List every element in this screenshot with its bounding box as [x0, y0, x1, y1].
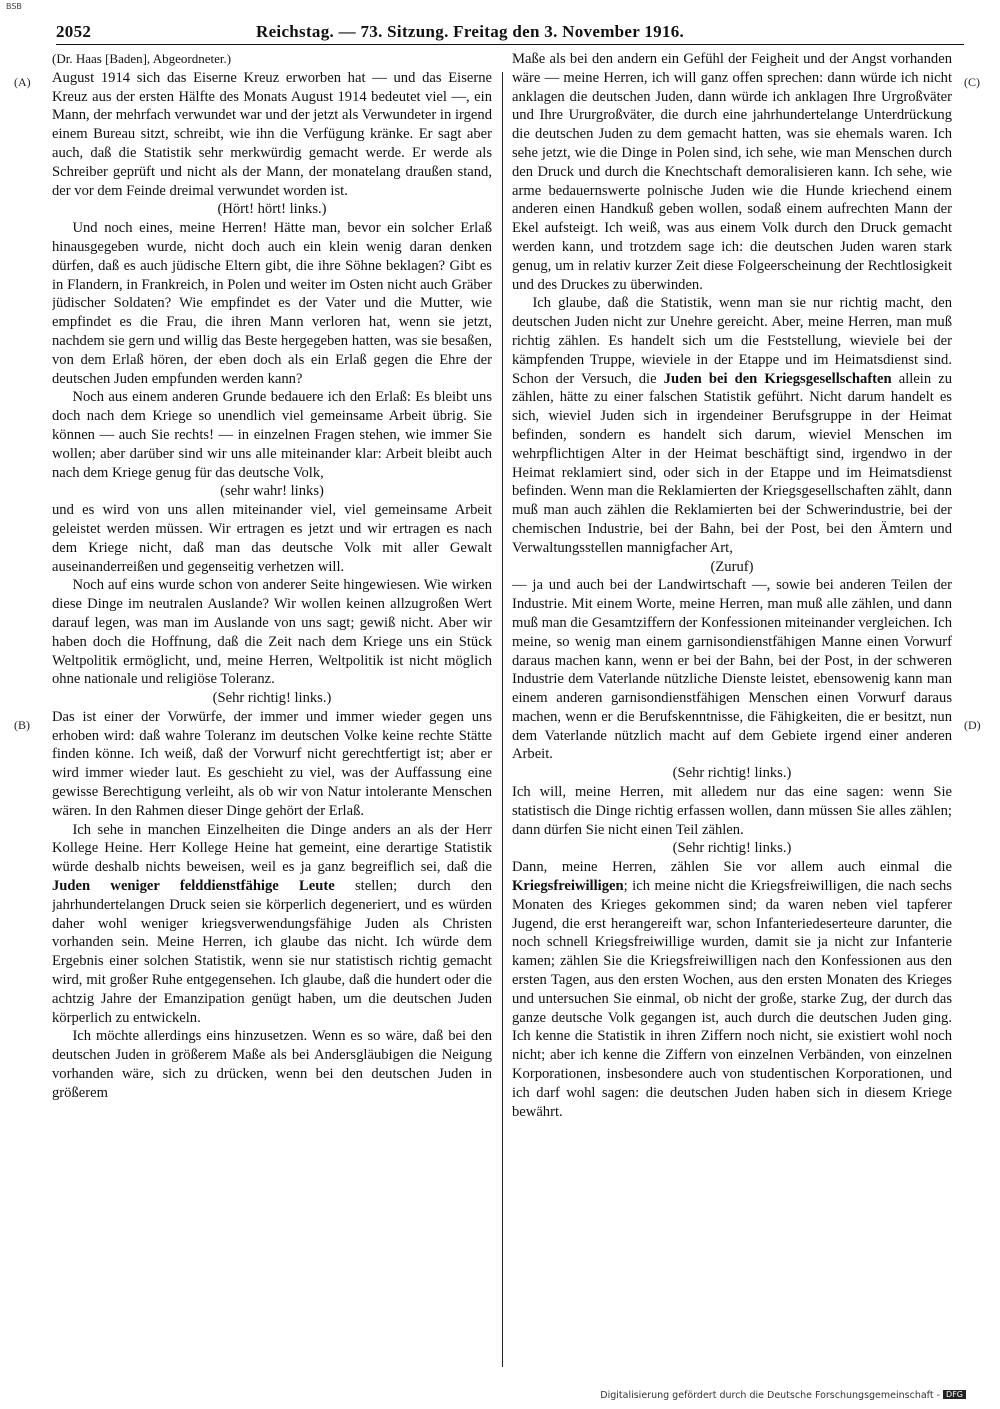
text-run: stellen; durch den jahrhundertelangen Druck seien sie körperlich degeneriert, und es würden daher wohl weniger kriegsverwendungsfähige Juden als Christen vorhanden sein. Meine Herren, ich glaube das nicht. Ich würde dem Ergebnis einer solchen Statistik, wenn sie nur statistisch richtig gemacht wird, mit großer Ruhe entgegensehen. Ich glaube, daß die hundert oder die achtzig Jahre der Emanzipation genügt haben, um die deutschen Juden körperlich zu entwickeln.: [52, 878, 492, 1026]
footer-credit: [600, 1390, 966, 1401]
interjection: (Sehr richtig! links.): [212, 690, 332, 707]
interjection: (Sehr richtig! links.): [672, 840, 792, 857]
dfg-logo: DFG: [943, 1390, 966, 1399]
margin-marker-b: (B): [14, 718, 30, 732]
left-column: [52, 50, 492, 1375]
bold-emphasis: Juden weniger felddienstfähige Leute: [52, 878, 335, 895]
paragraph: Und noch eines, meine Herren! Hätte man, bevor ein solcher Erlaß hinausgegeben wurde, nicht doch auch ein klein wenig daran denken dürfen, daß es auch jüdische Eltern gibt, die ihre Söhne beklagen? Gibt es in Flandern, in Frankreich, in Polen und weiter im Osten nicht auch Gräber jüdischer Soldaten? Wie empfindet es der Vater und die Mutter, wie empfindet es die Frau, die ihren Mann verloren hat, wenn sie jetzt, nachdem sie gern und willig das Beste hergegeben hatten, was sie besaßen, von dem Erlaß hören, der eben doch als ein Erlaß gegen die Ehre der deutschen Juden empfunden werden kann?: [52, 220, 492, 387]
right-column: [512, 50, 952, 1375]
text-run: allein zu zählen, hätte zu einer falschen Statistik geführt. Nicht darum handelt es sich, wieviel Juden sich in irgendeiner Berufsgruppe in der Heimat befinden, sondern es handelt sich darum, wieviel Menschen im wehrpflichtigen Alter in der Heimat beschäftigt sind, irgendwo in der Heimat reklamiert sind, oder sich in der Etappe und im Heimatsdienst befinden. Wenn man die Reklamierten der Kriegsgesellschaften zählt, dann muß man auch zählen die Reklamierten bei der Schwerindustrie, bei der chemischen Industrie, bei der Bahn, bei der Post, bei den Ämtern und Verwaltungsstellen mannigfacher Art,: [512, 370, 952, 556]
margin-marker-a: (A): [14, 75, 31, 89]
interjection: (sehr wahr! links): [220, 483, 324, 500]
paragraph: Noch auf eins wurde schon von anderer Seite hingewiesen. Wie wirken diese Dinge im neutralen Auslande? Wir wollen keinen allzugroßen Wert darauf legen, was man im Auslande von uns sagt; gewiß nicht. Aber wir haben doch die Hoffnung, daß die Zeit nach dem Kriege uns ein Stück Weltpolitik ermöglicht, und, meine Herren, Weltpolitik ist nicht möglich ohne nationale und religiöse Toleranz.: [52, 577, 492, 688]
paragraph: Ich möchte allerdings eins hinzusetzen. Wenn es so wäre, daß bei den deutschen Juden in größerem Maße als bei Andersgläubigen die Neigung vorhanden wäre, sich zu drücken, wenn bei den deutschen Juden in größerem: [52, 1028, 492, 1101]
paragraph: Das ist einer der Vorwürfe, der immer und immer wieder gegen uns erhoben wird: daß wahre Toleranz im deutschen Volke keine rechte Stätte finden könne. Ich weiß, daß der Vorwurf nicht gerechtfertigt ist; aber er wird immer wieder laut. Es geschieht zu viel, was der Auffassung eine gewisse Berechtigung verleiht, als ob wir von Natur intolerante Menschen wären. In den Rahmen dieser Dinge gehört der Erlaß.: [52, 708, 492, 819]
bold-emphasis: Juden bei den Kriegsgesellschaften: [663, 370, 892, 387]
paragraph: August 1914 sich das Eiserne Kreuz erworben hat — und das Eiserne Kreuz aus der ersten Hälfte des Monats August 1914 bedeutet viel —, ein Mann, der mehrfach verwundet war und der jetzt als Verwundeter in irgend einem Bureau sitzt, schreibt, wie ihn die Verfügung kränke. Er sagt aber auch, daß die Statistik sehr merkwürdig gemacht werde. Er werde als Schreiber geprüft und nicht als der Mann, der monatelang draußen stand, der vor dem Feinde dreimal verwundet worden ist.: [52, 69, 492, 199]
interjection: (Sehr richtig! links.): [672, 765, 792, 782]
paragraph: [512, 294, 952, 557]
text-run: Dann, meine Herren, zählen Sie vor allem auch einmal die: [512, 859, 952, 876]
column-divider: [502, 72, 503, 1367]
text-run: ; ich meine nicht die Kriegsfreiwilligen, die nach sechs Monaten des Krieges gekommen sind; da waren neben viel tapferer Jugend, die erst herangereift war, schon Infanteriedeserteure darunter, die noch schnell Kriegsfreiwillige wurden, damit sie ja nicht zur Infanterie kamen; zählen Sie die Kriegsfreiwilligen nach den Konfessionen aus den ersten Tagen, aus den ersten Wochen, aus den ersten Monaten des Krieges und untersuchen Sie einmal, ob nicht der große, starke Zug, der durch das ganze deutsche Volk gegangen ist, auch durch die deutschen Juden ging. Ich kenne die Statistik in ihren Ziffern noch nicht, sie existiert wohl noch nicht; aber ich kenne die Ziffern von einzelnen Verbänden, von einzelnen Korporationen, insbesondere auch von studentischen Korporationen, und ich darf wohl sagen: die deutschen Juden haben sich in diesem Kriege bewährt.: [512, 878, 952, 1120]
interjection: (Hört! hört! links.): [217, 201, 327, 218]
paragraph: [52, 821, 492, 1028]
interjection: (Zuruf): [710, 558, 754, 575]
margin-marker-c: (C): [964, 75, 980, 89]
footer-text: Digitalisierung gefördert durch die Deutsche Forschungsgemeinschaft -: [600, 1390, 941, 1401]
margin-marker-d: (D): [964, 718, 981, 732]
page-title: Reichstag. — 73. Sitzung. Freitag den 3. November 1916.: [256, 22, 685, 41]
speaker-line: (Dr. Haas [Baden], Abgeordneter.): [52, 51, 232, 66]
bold-emphasis: Kriegsfreiwilligen: [512, 878, 624, 895]
paragraph: [512, 858, 952, 1121]
paragraph: und es wird von uns allen miteinander viel, viel gemeinsame Arbeit geleistet werden müssen. Wir ertragen es jetzt und wir ertragen es nach dem Kriege nicht, daß man das deutsche Volk mit aller Gewalt auseinanderreißen und gegenseitig verhetzen will.: [52, 502, 492, 575]
text-run: Ich sehe in manchen Einzelheiten die Dinge anders an als der Herr Kollege Heine. Herr Kollege Heine hat gemeint, eine derartige Statistik würde deshalb nichts beweisen, weil es ja ganz begreiflich sei, daß die: [52, 821, 492, 876]
library-stamp: BSB: [6, 2, 22, 11]
paragraph: — ja und auch bei der Landwirtschaft —, sowie bei anderen Teilen der Industrie. Mit einem Worte, meine Herren, man muß alle zählen, und dann muß man die Gesamtziffern der Konfessionen miteinander vergleichen. Ich meine, so wenig man einem garnisondienstfähigen Manne einen Vorwurf daraus machen kann, wenn er bei der Bahn, bei der Post, in der schweren Industrie dem Vaterlande nützliche Dienste leistet, ebensowenig kann man einem anderen garnisondienstfähigen Menschen einen Vorwurf daraus machen, wenn er die Berufskenntnisse, die Fähigkeiten, die er besitzt, nun dem Vaterlande nützlich macht auf dem Gebiete irgend einer anderen Arbeit.: [512, 577, 952, 763]
paragraph: Ich will, meine Herren, mit alledem nur das eine sagen: wenn Sie statistisch die Dinge richtig erfassen wollen, dann müssen Sie alles zählen; dann dürfen Sie nicht einen Teil zählen.: [512, 784, 952, 838]
page-header: [56, 22, 964, 45]
paragraph: Noch aus einem anderen Grunde bedauere ich den Erlaß: Es bleibt uns doch nach dem Kriege so unendlich viel gemeinsame Arbeit übrig. Sie können — auch Sie rechts! — in einzelnen Fragen stehen, wie immer Sie wollen; aber darüber sind wir uns alle miteinander klar: Arbeit bleibt auch nach dem Kriege genug für das deutsche Volk,: [52, 389, 492, 481]
text-run: Ich glaube, daß die Statistik, wenn man sie nur richtig macht, den deutschen Juden nicht zur Unehre gereicht. Aber, meine Herren, man muß richtig zählen. Es handelt sich um die Feststellung, wieviele bei der kämpfenden Truppe, wieviele in der Etappe und im Heimatsdienst sind. Schon der Versuch, die: [512, 295, 952, 387]
paragraph: Maße als bei den andern ein Gefühl der Feigheit und der Angst vorhanden wäre — meine Herren, ich will ganz offen sprechen: dann würde ich nicht anklagen die deutschen Juden, dann würde ich anklagen Ihre Urgroßväter und Ihre Ururgroßväter, die durch eine jahrhundertelange Unterdrückung die deutschen Juden zu dem gemacht hatten, was sie ehemals waren. Ich sehe jetzt, wie die Dinge in Polen sind, ich sehe, wie man Menschen durch den Druck und durch die Knechtschaft demoralisieren kann. Ich sehe, wie arme bedauernswerte polnische Juden wie die Hunde kriechend einem anderen einen Handkuß geben wollen, sodaß einem aufrechten Mann der Ekel aufsteigt. Ich weiß, was aus einem Volk durch den Druck gemacht werden kann, und trotzdem sage ich: die deutschen Juden waren stark genug, um in relativ kurzer Zeit diese Folgeerscheinung der Rechtlosigkeit und des Druckes zu überwinden.: [512, 51, 952, 293]
page-number: 2052: [56, 22, 92, 41]
